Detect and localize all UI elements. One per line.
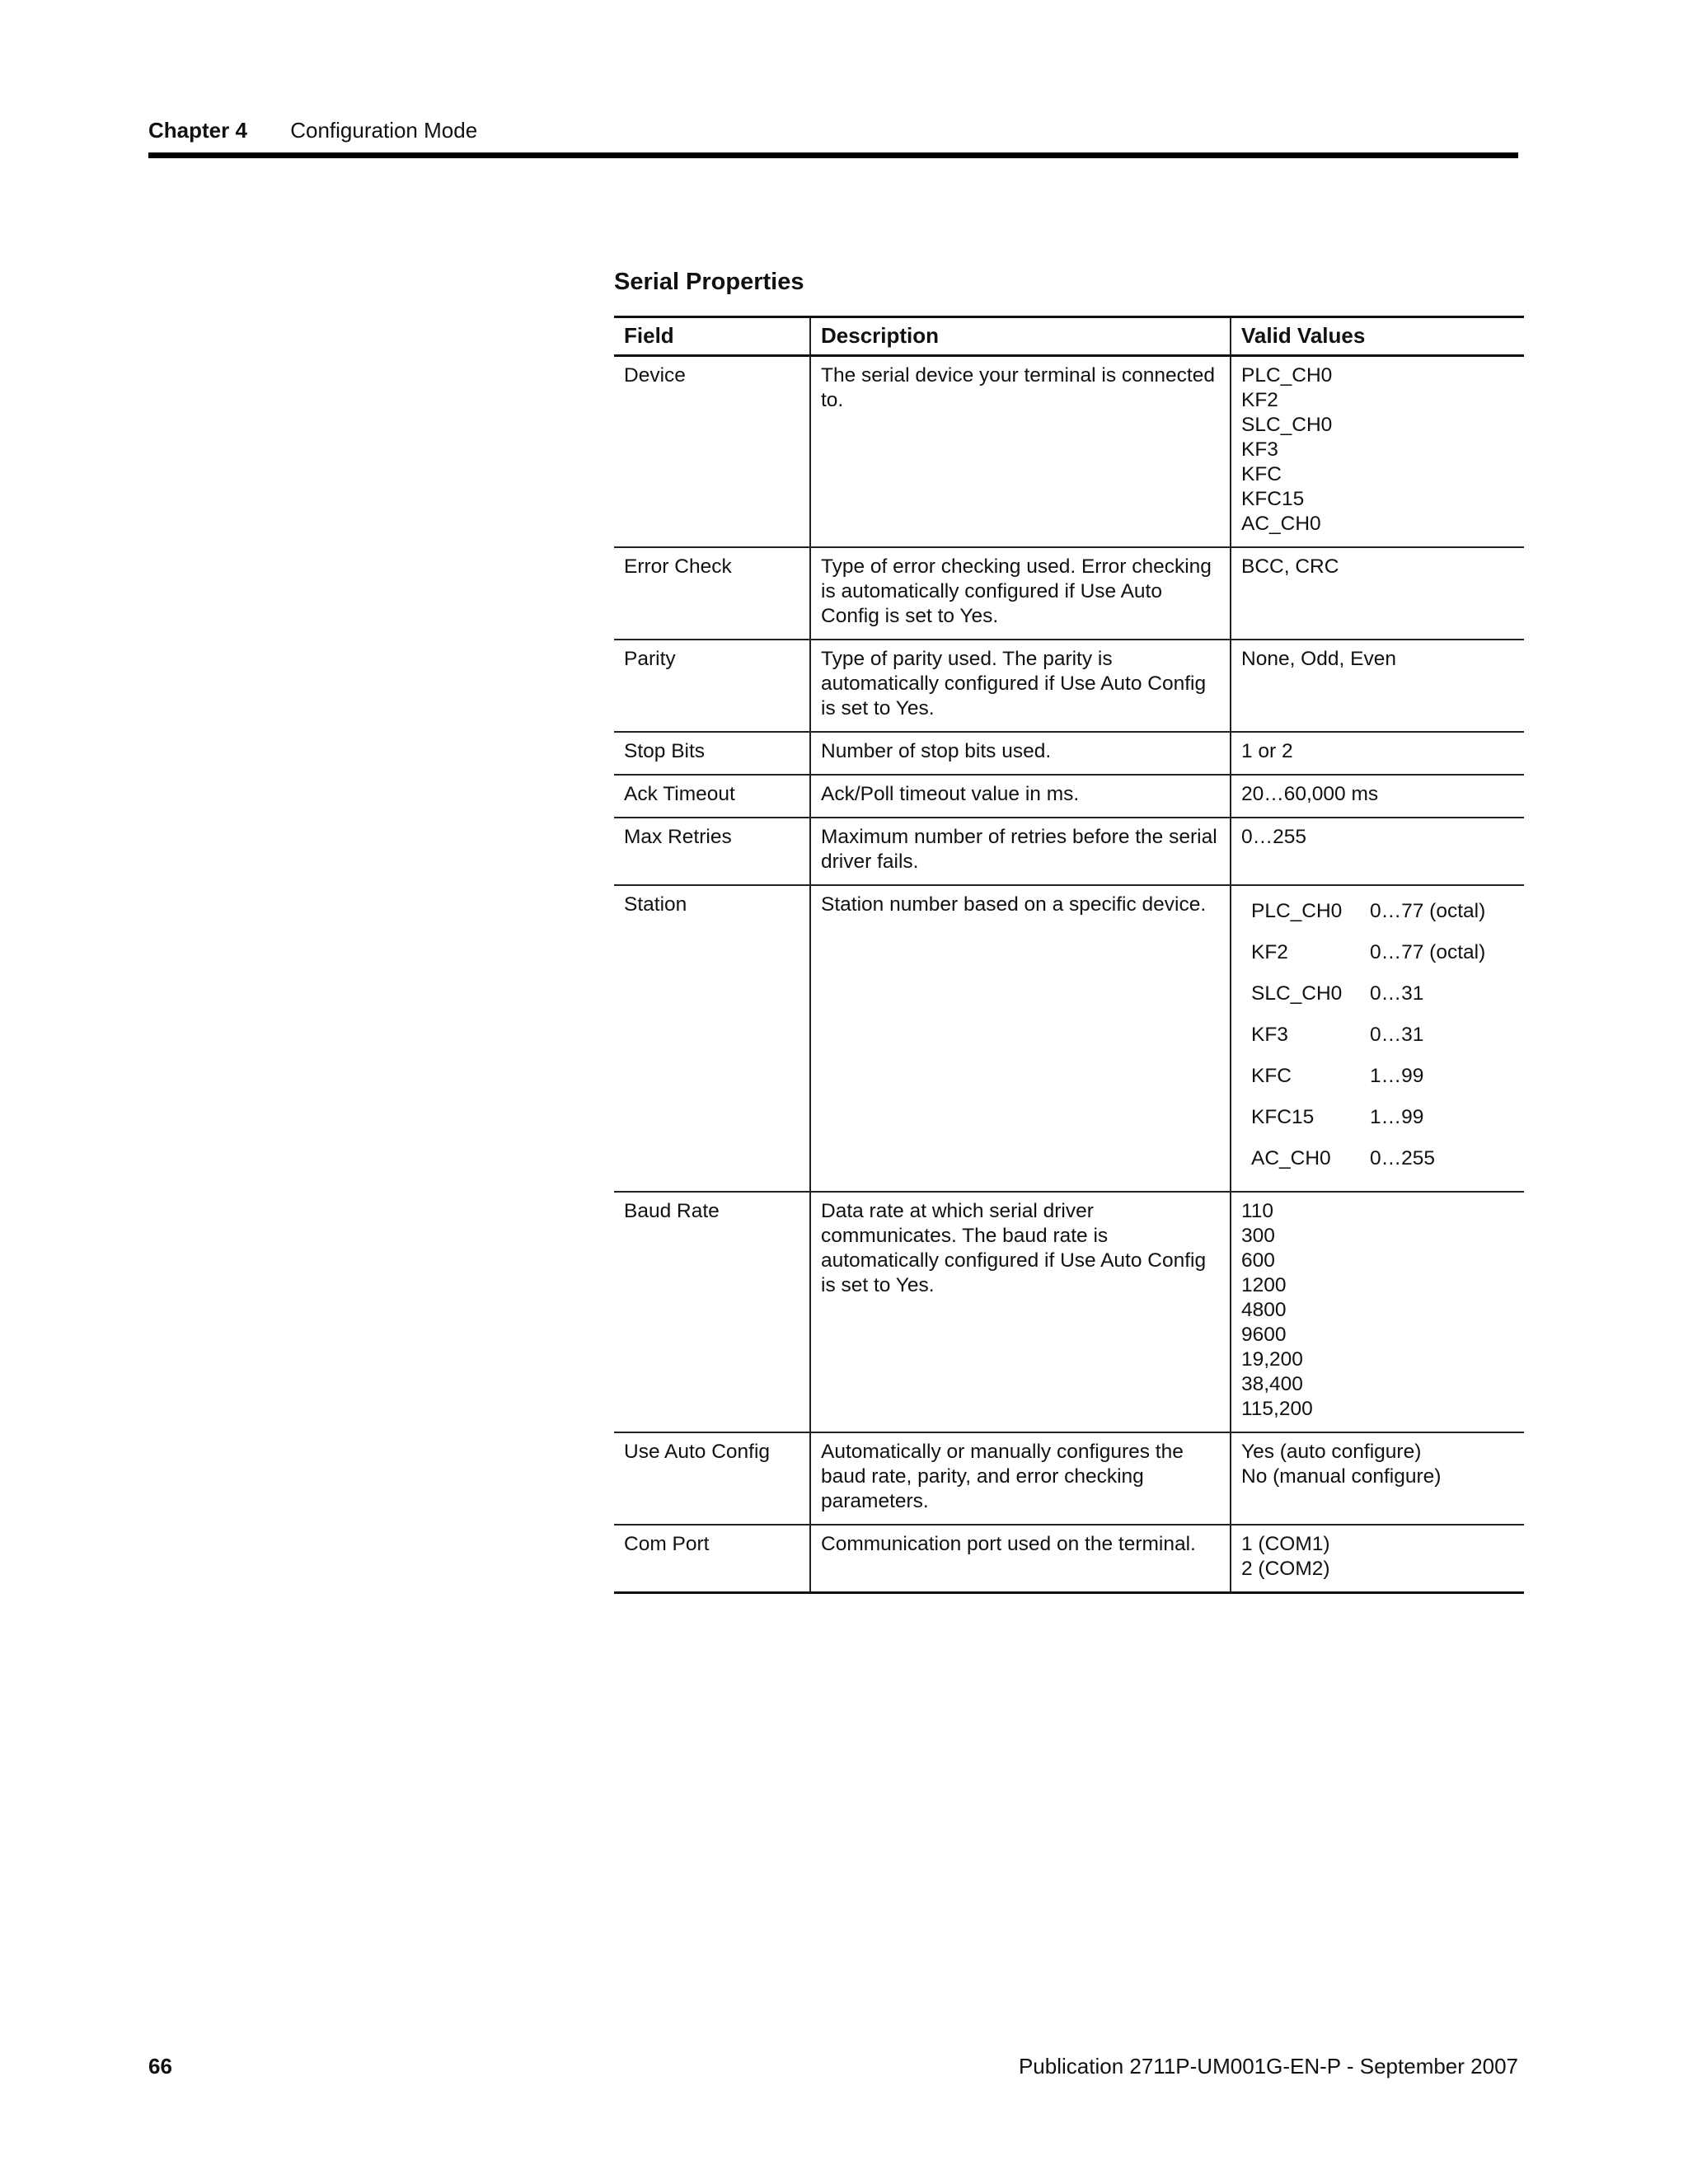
station-range: 0…77 (octal) [1370,941,1486,963]
description-cell: Data rate at which serial driver communicates. The baud rate is automatically configured if Use Auto Config is set to Yes. [810,1192,1231,1432]
valid-value: 115,200 [1241,1398,1313,1420]
table-row [614,775,1524,818]
station-value-row [1241,1099,1495,1140]
valid-value: 300 [1241,1225,1275,1247]
valid-values-cell [1231,356,1524,548]
publication-info: Publication 2711P-UM001G-EN-P - September 2007 [1018,2054,1518,2079]
field-cell: Error Check [614,547,810,640]
description-cell: Ack/Poll timeout value in ms. [810,775,1231,818]
description-cell: Type of error checking used. Error checking is automatically configured if Use Auto Config is set to Yes. [810,547,1231,640]
field-cell: Ack Timeout [614,775,810,818]
station-range: 1…99 [1370,1065,1424,1087]
description-cell: Number of stop bits used. [810,732,1231,775]
field-cell: Max Retries [614,818,810,885]
valid-value: None, Odd, Even [1241,648,1396,670]
column-header-field: Field [614,317,810,356]
station-value-row [1241,934,1495,975]
station-value-row [1241,1057,1495,1099]
station-device: KFC15 [1251,1106,1315,1128]
station-device: SLC_CH0 [1251,982,1343,1005]
table-row [614,640,1524,732]
valid-value: No (manual configure) [1241,1465,1442,1488]
valid-value: 1 or 2 [1241,740,1293,762]
table-row [614,356,1524,548]
valid-value: 9600 [1241,1324,1287,1346]
field-cell: Com Port [614,1525,810,1593]
section-title: Serial Properties [614,269,804,295]
valid-value: KF3 [1241,438,1278,461]
valid-values-cell [1231,1525,1524,1593]
valid-values-cell [1231,640,1524,732]
valid-value: Yes (auto configure) [1241,1441,1422,1463]
table-row [614,1525,1524,1593]
header-rule [148,152,1518,158]
valid-values-cell [1231,1432,1524,1525]
valid-value: 19,200 [1241,1348,1303,1371]
valid-value: AC_CH0 [1241,513,1321,535]
column-header-valid-values: Valid Values [1231,317,1524,356]
valid-values-cell [1231,547,1524,640]
table-row [614,547,1524,640]
valid-value: 20…60,000 ms [1241,783,1379,805]
station-range: 0…255 [1370,1147,1436,1169]
station-value-row [1241,1140,1495,1181]
table-row [614,732,1524,775]
valid-values-cell [1231,885,1524,1192]
page-number: 66 [148,2054,172,2079]
valid-value: 110 [1241,1200,1274,1222]
valid-values-cell [1231,775,1524,818]
field-cell: Use Auto Config [614,1432,810,1525]
station-value-row [1241,1016,1495,1057]
station-range: 0…77 (octal) [1370,900,1486,922]
valid-values-cell [1231,732,1524,775]
valid-value: 2 (COM2) [1241,1558,1330,1580]
table-row [614,1192,1524,1432]
valid-values-cell [1231,818,1524,885]
field-cell: Baud Rate [614,1192,810,1432]
station-range: 0…31 [1370,982,1424,1005]
description-cell: Maximum number of retries before the serial driver fails. [810,818,1231,885]
station-device: AC_CH0 [1251,1147,1331,1169]
table-row [614,818,1524,885]
valid-value: 1200 [1241,1274,1287,1296]
valid-value: 1 (COM1) [1241,1533,1330,1555]
description-cell: Type of parity used. The parity is automatically configured if Use Auto Config is set to Yes. [810,640,1231,732]
valid-value: KFC15 [1241,488,1305,510]
description-cell: The serial device your terminal is connected to. [810,356,1231,548]
chapter-label: Chapter 4 [148,118,247,143]
station-value-row [1241,975,1495,1016]
station-device: PLC_CH0 [1251,900,1343,922]
page-header [148,114,1517,147]
valid-values-cell [1231,1192,1524,1432]
valid-value: KFC [1241,463,1282,485]
table-header-row [614,317,1524,356]
serial-properties-table [614,316,1524,1594]
table-row [614,1432,1524,1525]
valid-value: KF2 [1241,389,1278,411]
field-cell: Device [614,356,810,548]
description-cell: Automatically or manually configures the baud rate, parity, and error checking parameters. [810,1432,1231,1525]
page-footer [148,2050,1518,2083]
field-cell: Stop Bits [614,732,810,775]
station-device: KF2 [1251,941,1288,963]
station-range: 1…99 [1370,1106,1424,1128]
description-cell: Communication port used on the terminal. [810,1525,1231,1593]
column-header-description: Description [810,317,1231,356]
valid-value: 600 [1241,1249,1275,1272]
section-name: Configuration Mode [290,118,478,143]
valid-value: 0…255 [1241,826,1307,848]
station-values-list [1241,893,1495,1181]
description-cell: Station number based on a specific device. [810,885,1231,1192]
valid-value: SLC_CH0 [1241,414,1333,436]
table-row [614,885,1524,1192]
station-device: KFC [1251,1065,1292,1087]
station-device: KF3 [1251,1024,1288,1046]
valid-value: BCC, CRC [1241,555,1339,578]
valid-value: 4800 [1241,1299,1287,1321]
station-value-row [1241,893,1495,934]
field-cell: Parity [614,640,810,732]
field-cell: Station [614,885,810,1192]
station-range: 0…31 [1370,1024,1424,1046]
valid-value: 38,400 [1241,1373,1303,1395]
valid-value: PLC_CH0 [1241,364,1333,387]
